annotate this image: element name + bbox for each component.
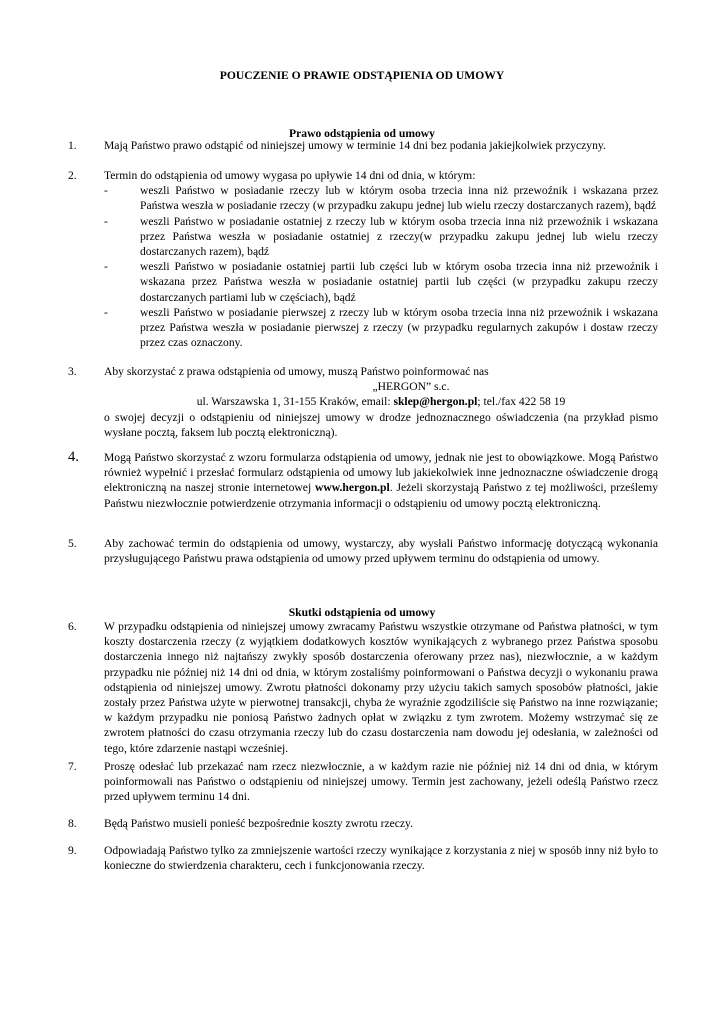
item-number: 7.	[68, 760, 77, 773]
list-item-7	[68, 759, 658, 805]
item-intro: Aby skorzystać z prawa odstąpienia od umowy, muszą Państwo poinformować nas	[104, 365, 489, 378]
item-intro: Termin do odstąpienia od umowy wygasa po upływie 14 dni od dnia, w którym:	[104, 169, 476, 182]
list-item-5	[68, 536, 658, 566]
item-text: Mają Państwo prawo odstąpić od niniejszej umowy w terminie 14 dni bez podania jakiejkolwiek przyczyny.	[104, 139, 606, 152]
item-text	[104, 450, 658, 511]
item-number: 6.	[68, 620, 77, 633]
item-number: 8.	[68, 817, 77, 830]
item-text: Będą Państwo musieli ponieść bezpośrednie koszty zwrotu rzeczy.	[104, 817, 413, 830]
bullet-dash: -	[104, 305, 108, 319]
item-text-part: Mogą Państwo skorzystać z wzoru formularza odstąpienia od umowy, jednak nie jest to obowiązkowe. Mogą Państwo również wypełnić i przesłać formularz odstąpienia od umowy lub jakiekolwiek inne jednoznaczne oświadczenie drogą elektroniczną na naszej stronie internetowej	[104, 451, 658, 495]
bullet-text: weszli Państwo w posiadanie pierwszej z rzeczy lub w którym osoba trzecia inna niż przewoźnik i wskazana przez Państwa weszła w posiadanie pierwszej z rzeczy (w przypadku regularnych zakupów i dostaw rzeczy przez czas oznaczony.	[140, 305, 658, 350]
bullet-text: weszli Państwo w posiadanie rzeczy lub w którym osoba trzecia inna niż przewoźnik i wskazana przez Państwa weszła w posiadanie rzeczy (w przypadku zakupu jednej lub wielu rzeczy dostarczanych razem), bądź	[140, 184, 658, 213]
website-link[interactable]: www.hergon.pl	[315, 481, 390, 495]
item-text: Aby zachować termin do odstąpienia od umowy, wystarczy, aby wysłali Państwo informację dotyczącą wykonania przysługującego Państwu prawa odstąpienia od umowy przed upływem terminu do odstąpienia od umowy.	[104, 537, 658, 566]
company-name: „HERGON” s.c.	[372, 380, 450, 394]
bullet-text: weszli Państwo w posiadanie ostatniej partii lub części lub w którym osoba trzecia inna niż przewoźnik i wskazana przez Państwa weszła w posiadanie ostatniej partii lub części (w przypadku zakupu rzeczy dostarczanych partiami lub w częściach), bądź	[140, 260, 658, 304]
document-title: POUCZENIE O PRAWIE ODSTĄPIENIA OD UMOWY	[219, 69, 505, 82]
item-text: Proszę odesłać lub przekazać nam rzecz niezwłocznie, a w każdym razie nie później niż 14 dni od dnia, w którym poinformowali nas Państwo o odstąpieniu od niniejszej umowy. Termin jest zachowany, jeżeli odeślą Państwo rzecz przed upływem terminu 14 dni.	[104, 760, 658, 804]
item-number: 4.	[68, 449, 79, 465]
list-item-4	[68, 450, 658, 511]
item-number: 1.	[68, 139, 77, 152]
item-number: 2.	[68, 169, 77, 182]
bullet-dash: -	[104, 184, 108, 198]
item-number: 9.	[68, 844, 77, 857]
item-text: W przypadku odstąpienia od niniejszej umowy zwracamy Państwu wszystkie otrzymane od Państwa płatności, w tym koszty dostarczenia rzeczy (z wyjątkiem dodatkowych kosztów wynikających z wybranego przez Państwa sposobu dostarczenia innego niż najtańszy zwykły sposób dostarczenia oferowany przez nas), niezwłocznie, a w każdym przypadku nie później niż 14 dni od dnia, w którym zostaliśmy poinformowani o Państwa decyzji o wykonaniu prawa odstąpienia od niniejszej umowy. Zwrotu płatności dokonamy przy użyciu takich samych sposobów płatności, jakie zostały przez Państwa użyte w pierwotnej transakcji, chyba że wyraźnie zgodziliście się Państwo na inne rozwiązanie; w każdym przypadku nie poniosą Państwo żadnych opłat w związku z tym zwrotem. Możemy wstrzymać się ze zwrotem płatności do czasu otrzymania rzeczy lub do czasu dostarczenia nam dowodu jej odesłania, w zależności od tego, które zdarzenie nastąpi wcześniej.	[104, 620, 658, 755]
phone-text: ; tel./fax 422 58 19	[477, 395, 566, 409]
item-number: 3.	[68, 365, 77, 378]
list-item-9	[68, 843, 658, 873]
bullet-item	[104, 183, 658, 213]
list-item-2	[68, 168, 658, 350]
bullet-text: weszli Państwo w posiadanie ostatniej z rzeczy lub w którym osoba trzecia inna niż przewoźnik i wskazana przez Państwa weszła w posiadanie ostatniej z rzeczy(w przypadku zakupu jednej lub wielu rzeczy dostarczanych razem), bądź	[140, 214, 658, 259]
list-item-8	[68, 816, 658, 831]
list-item-3	[68, 364, 658, 440]
item-text: Odpowiadają Państwo tylko za zmniejszenie wartości rzeczy wynikające z korzystania z niej w sposób inny niż było to konieczne do stwierdzenia charakteru, cech i funkcjonowania rzeczy.	[104, 844, 658, 873]
bullet-dash: -	[104, 214, 108, 228]
item-text-part: . Jeżeli skorzystają Państwo z tej możliwości, prześlemy Państwu niezwłocznie potwierdzenie otrzymania informacji o odstąpieniu od umowy pocztą elektroniczną.	[104, 481, 658, 510]
company-address	[104, 394, 658, 409]
section-heading-effects-of-withdrawal: Skutki odstąpienia od umowy	[288, 606, 436, 619]
address-text: ul. Warszawska 1, 31-155 Kraków, email:	[196, 395, 394, 409]
email-link[interactable]: sklep@hergon.pl	[393, 395, 478, 409]
section-heading-right-of-withdrawal: Prawo odstąpienia od umowy	[289, 127, 435, 140]
bullet-item	[104, 214, 658, 260]
list-item-6	[68, 619, 658, 756]
bullet-item	[104, 305, 658, 351]
item-number: 5.	[68, 537, 77, 550]
list-item-1	[68, 138, 658, 153]
item-outro: o swojej decyzji o odstąpieniu od niniejszej umowy w drodze jednoznacznego oświadczenia (na przykład pismo wysłane pocztą, faksem lub pocztą elektroniczną).	[104, 410, 658, 439]
bullet-item	[104, 259, 658, 305]
bullet-dash: -	[104, 260, 108, 274]
